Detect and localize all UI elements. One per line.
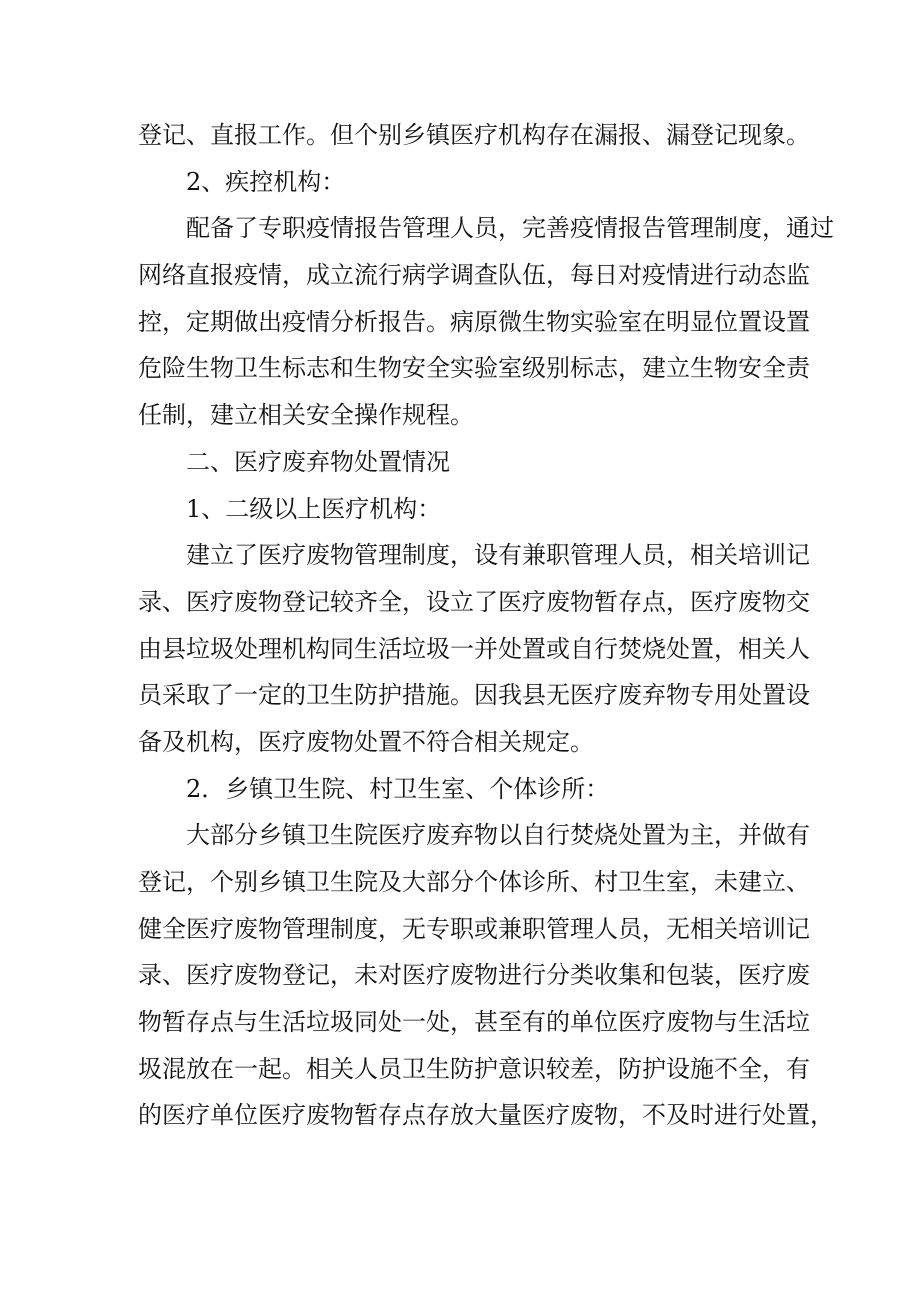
paragraph-continuation-line: 登记、直报工作。但个别乡镇医疗机构存在漏报、漏登记现象。 (138, 121, 810, 149)
section-heading-cdc: 2、疾控机构： (186, 167, 346, 196)
paragraph-line: 圾混放在一起。相关人员卫生防护意识较差，防护设施不全，有 (138, 1054, 810, 1083)
paragraph-line: 大部分乡镇卫生院医疗废弃物以自行焚烧处置为主，并做有 (186, 821, 810, 850)
paragraph-line: 建立了医疗废物管理制度，设有兼职管理人员，相关培训记 (186, 541, 810, 570)
subsection-heading-secondary-hospitals: 1、二级以上医疗机构： (186, 494, 442, 523)
subsection-heading-township-clinics: 2．乡镇卫生院、村卫生室、个体诊所： (186, 774, 610, 803)
paragraph-line: 备及机构，医疗废物处置不符合相关规定。 (138, 727, 594, 756)
document-body (138, 112, 834, 1139)
paragraph-line: 配备了专职疫情报告管理人员，完善疫情报告管理制度，通过 (186, 214, 834, 243)
paragraph-line: 录、医疗废物登记较齐全，设立了医疗废物暂存点，医疗废物交 (138, 587, 810, 616)
paragraph-line: 由县垃圾处理机构同生活垃圾一并处置或自行焚烧处置，相关人 (138, 634, 810, 663)
paragraph-line: 员采取了一定的卫生防护措施。因我县无医疗废弃物专用处置设 (138, 681, 810, 710)
paragraph-line: 物暂存点与生活垃圾同处一处，甚至有的单位医疗废物与生活垃 (138, 1008, 810, 1037)
paragraph-line: 健全医疗废物管理制度，无专职或兼职管理人员，无相关培训记 (138, 914, 810, 943)
paragraph-line: 录、医疗废物登记，未对医疗废物进行分类收集和包装，医疗废 (138, 961, 810, 990)
paragraph-line: 控，定期做出疫情分析报告。病原微生物实验室在明显位置设置 (138, 307, 810, 336)
paragraph-line: 任制，建立相关安全操作规程。 (138, 401, 474, 430)
paragraph-line: 登记，个别乡镇卫生院及大部分个体诊所、村卫生室，未建立、 (138, 868, 810, 896)
paragraph-line: 网络直报疫情，成立流行病学调查队伍，每日对疫情进行动态监 (138, 261, 810, 290)
section-heading-medical-waste: 二、医疗废弃物处置情况 (186, 447, 450, 476)
paragraph-line: 危险生物卫生标志和生物安全实验室级别标志，建立生物安全责 (138, 354, 810, 383)
paragraph-line: 的医疗单位医疗废物暂存点存放大量医疗废物，不及时进行处置， (138, 1101, 834, 1130)
